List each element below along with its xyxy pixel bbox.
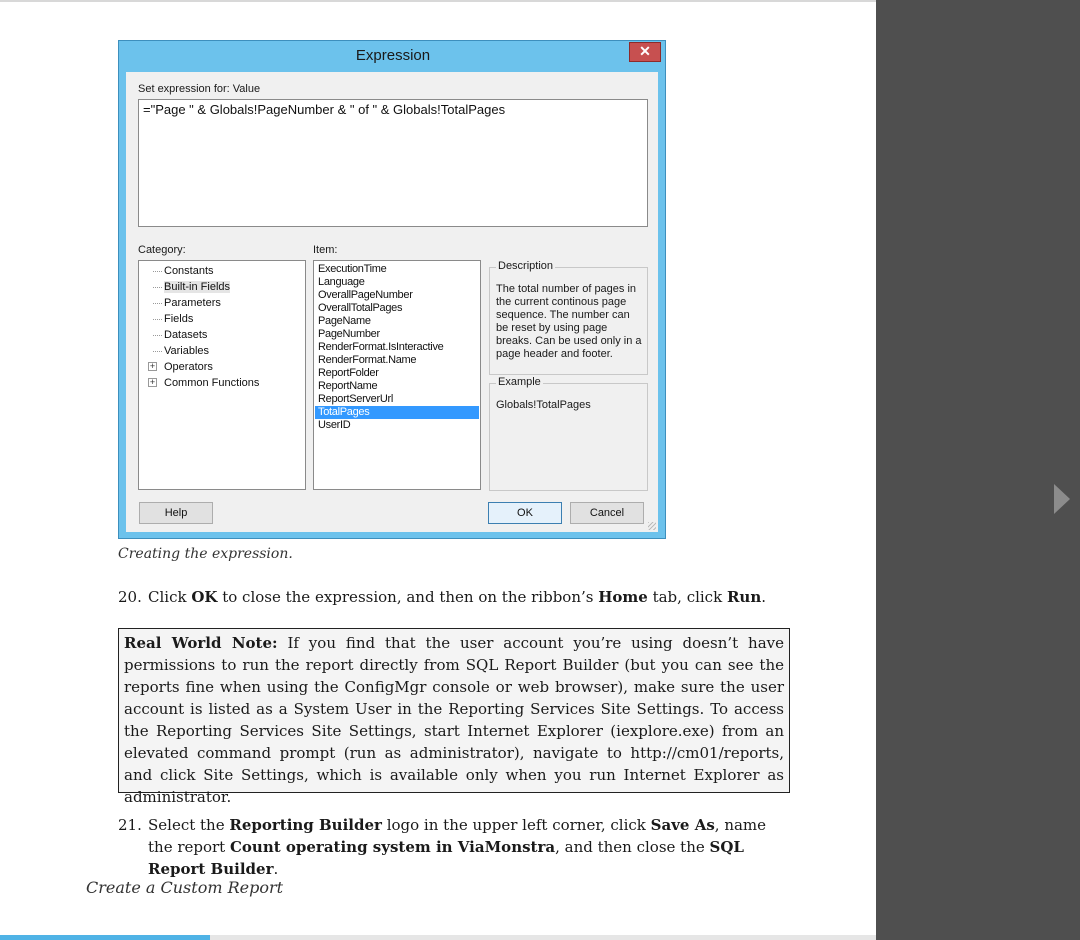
example-title: Example	[498, 376, 541, 388]
description-group	[489, 260, 648, 375]
close-icon[interactable]: ✕	[629, 42, 661, 62]
category-built-in-fields[interactable]: Built-in Fields	[139, 279, 305, 295]
list-item-selected[interactable]: TotalPages	[315, 406, 479, 419]
real-world-note	[118, 628, 790, 806]
step-number: 20.	[118, 588, 142, 606]
resize-grip-icon[interactable]	[648, 522, 656, 530]
example-text: Globals!TotalPages	[496, 399, 591, 411]
category-operators[interactable]: + Operators	[149, 361, 213, 373]
help-button[interactable]: Help	[139, 502, 213, 524]
category-label: Category:	[138, 244, 186, 256]
reading-progress-bar	[0, 935, 876, 940]
dialog-title: Expression	[355, 47, 431, 64]
note-lead: Real World Note:	[124, 634, 278, 652]
category-tree	[138, 260, 306, 490]
list-item[interactable]: RenderFormat.Name	[318, 354, 417, 366]
list-item[interactable]: ReportServerUrl	[318, 393, 393, 405]
step-20	[118, 586, 790, 608]
example-group	[489, 376, 648, 491]
page-top-border	[0, 0, 876, 2]
step-text: Click OK to close the expression, and then on the ribbon’s Home tab, click Run.	[148, 588, 767, 606]
note-text: If you find that the user account you’re using doesn’t have permissions to run the report directly from SQL Report Builder (but you can see the reports fine when using the ConfigMgr console or web browser), make sure the user account is listed as a System User in the Reporting Services Site Settings. To access the Reporting Services Site Settings, start Internet Explorer (iexplore.exe) from an elevated command prompt (run as administrator), navigate to http://cm01/reports, and click Site Settings, which is available only when you run Internet Explorer as administrator.	[124, 634, 784, 806]
figure-caption: Creating the expression.	[118, 546, 293, 562]
page-footer: Create a Custom Report	[86, 878, 284, 897]
list-item[interactable]: RenderFormat.IsInteractive	[318, 341, 444, 353]
category-fields[interactable]: Fields	[139, 311, 305, 327]
dialog-body	[126, 72, 658, 532]
reader-side-panel	[876, 0, 1080, 940]
ok-button[interactable]: OK	[488, 502, 562, 524]
expression-dialog	[118, 40, 666, 539]
list-item[interactable]: OverallPageNumber	[318, 289, 413, 301]
category-datasets[interactable]: Datasets	[139, 327, 305, 343]
reading-progress-fill	[0, 935, 210, 940]
list-item[interactable]: PageName	[318, 315, 371, 327]
description-text: The total number of pages in the current continous page sequence. The number can be reset by using page breaks. Can be used only in a page header and footer.	[496, 283, 642, 360]
list-item[interactable]: PageNumber	[318, 328, 380, 340]
list-item[interactable]: OverallTotalPages	[318, 302, 403, 314]
step-21	[118, 814, 790, 880]
list-item[interactable]: ReportFolder	[318, 367, 379, 379]
category-constants[interactable]: Constants	[139, 263, 305, 279]
category-common-functions[interactable]: + Common Functions	[149, 377, 260, 389]
set-expression-label: Set expression for: Value	[138, 83, 261, 95]
step-text: Select the Reporting Builder logo in the upper left corner, click Save As, name the report Count operating system in ViaMonstra, and then close the SQL Report Builder.	[148, 816, 767, 878]
step-number: 21.	[118, 816, 142, 834]
list-item[interactable]: ReportName	[318, 380, 378, 392]
list-item[interactable]: ExecutionTime	[318, 263, 387, 275]
item-label: Item:	[313, 244, 338, 256]
list-item[interactable]: Language	[318, 276, 365, 288]
expand-plus-icon[interactable]: +	[149, 361, 156, 371]
category-parameters[interactable]: Parameters	[139, 295, 305, 311]
expand-plus-icon[interactable]: +	[149, 377, 156, 387]
expression-input[interactable]: ="Page " & Globals!PageNumber & " of " & Globals!TotalPages	[138, 99, 648, 227]
description-title: Description	[498, 260, 554, 272]
item-list	[313, 260, 481, 490]
category-variables[interactable]: Variables	[139, 343, 305, 359]
chevron-right-icon[interactable]	[1054, 484, 1070, 514]
list-item[interactable]: UserID	[318, 419, 351, 431]
cancel-button[interactable]: Cancel	[570, 502, 644, 524]
